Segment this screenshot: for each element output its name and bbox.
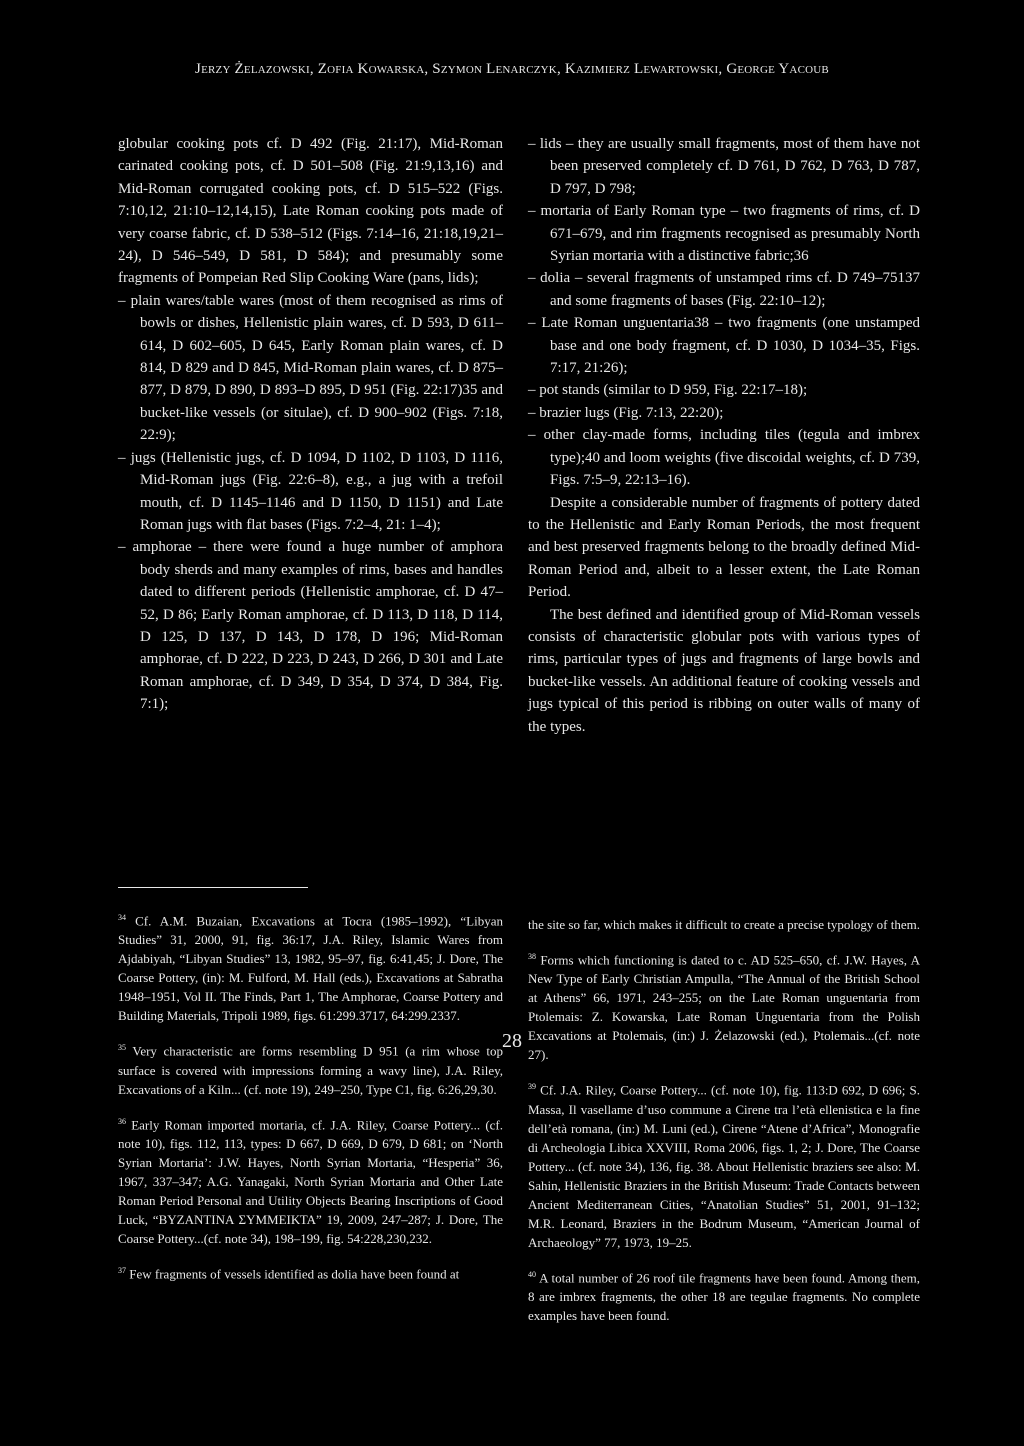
footnote-number: 38	[528, 952, 536, 961]
footnotes-right	[528, 915, 920, 1338]
footnote-text: Very characteristic are forms resembling D 951 (a rim whose top surface is covered with impressions forming a wavy line), J.A. Riley, Excavations of a Kiln... (cf. note 19), 249–250, Type C1, fig. 6:26,29,30.	[118, 1043, 504, 1097]
footnote-text: Early Roman imported mortaria, cf. J.A. Riley, Coarse Pottery... (cf. note 10), figs. 112, 113, types: D 667, D 669, D 679, D 681; on ‘North Syrian Mortaria’: J.W. Hayes, North Syrian Mortaria, “Hesperia” 36, 1967, 337–347; A.G. Yanagaki, North Syrian Mortaria and Other Late Roman Period Personal and Utility Objects Bearing Inscriptions of Good Luck, “BYZANTINA ΣΥΜΜΕΙΚΤΑ” 19, 2009, 247–287; J. Dore, The Coarse Pottery...(cf. note 34), 198–199, fig. 54:228,230,232.	[118, 1116, 504, 1246]
footnote	[528, 915, 920, 934]
footnote-text: Cf. A.M. Buzaian, Excavations at Tocra (1985–1992), “Libyan Studies” 31, 2000, 91, fig. 36:17, J.A. Riley, Islamic Wares from Ajdabiyah, “Libyan Studies” 13, 1982, 95–97, fig. 6:41,45; J. Dore, The Coarse Pottery, (in): M. Fulford, M. Hall (eds.), Excavations at Sabratha 1948–1951, Vol II. The Finds, Part 1, The Amphorae, Coarse Pottery and Building Materials, Tripoli 1989, figs. 61:299.3717, 64:299.2337.	[118, 913, 503, 1024]
footnote-number: 36	[118, 1116, 126, 1126]
footnote-rule	[118, 887, 308, 888]
bullet-item: – other clay-made forms, including tiles (tegula and imbrex type);40 and loom weights (five discoidal weights, cf. D 739, Figs. 7:5–9, 22:13–16).	[528, 427, 920, 489]
footnote-number: 40	[528, 1269, 536, 1279]
footnote-number: 34	[118, 913, 126, 922]
bullet-item: – Late Roman unguentaria38 – two fragments (one unstamped base and one body fragment, cf. D 1030, D 1034–35, Figs. 7:17, 21:26);	[528, 315, 920, 377]
left-column	[118, 133, 503, 716]
bullet-item: – brazier lugs (Fig. 7:13, 22:20);	[528, 404, 724, 421]
bullet-item: – mortaria of Early Roman type – two fragments of rims, cf. D 671–679, and rim fragments recognised as presumably North Syrian mortaria with a distinctive fabric;36	[528, 203, 920, 265]
paragraph: The best defined and identified group of Mid-Roman vessels consists of characteristic globular pots with various types of rims, particular types of jugs and fragments of large bowls and bucket-like vessels. An additional feature of cooking vessels and jugs typical of this period is ribbing on outer walls of many of the types.	[528, 606, 920, 735]
right-column	[528, 133, 920, 738]
footnote	[118, 1261, 503, 1283]
footnote	[528, 1265, 920, 1325]
footnote	[528, 1077, 920, 1251]
bullet-item: – pot stands (similar to D 959, Fig. 22:17–18);	[528, 382, 808, 399]
footnote-text: Forms which functioning is dated to c. AD 525–650, cf. J.W. Hayes, A New Type of Early Christian Ampulla, “The Annual of the British School at Athens” 66, 1971, 243–255; on the Late Roman unguentaria from Ptolemais: Z. Kowarska, Late Roman Unguentaria from the Polish Excavations at Ptolemais, (in:) J. Żelazowski (ed.), Ptolemais...(cf. note 27).	[528, 952, 921, 1063]
running-header: Jerzy Żelazowski, Zofia Kowarska, Szymon Lenarczyk, Kazimierz Lewartowski, George Yacoub	[195, 61, 829, 77]
footnote-number: 35	[118, 1043, 126, 1053]
footnote-text: Few fragments of vessels identified as dolia have been found at	[129, 1266, 460, 1282]
bullet-item: – lids – they are usually small fragments, most of them have not been preserved completely cf. D 761, D 762, D 763, D 787, D 797, D 798;	[528, 136, 920, 197]
bullet-item: – dolia – several fragments of unstamped rims cf. D 749–75137 and some fragments of bases (Fig. 22:10–12);	[528, 270, 920, 309]
footnote-text: the site so far, which makes it difficult to create a precise typology of them.	[528, 917, 921, 932]
footnote-number: 39	[528, 1082, 536, 1092]
paragraph: Despite a considerable number of fragments of pottery dated to the Hellenistic and Early Roman Periods, the most frequent and best preserved fragments belong to the broadly defined Mid-Roman Period and, albeit to a lesser extent, the Late Roman Period.	[528, 494, 920, 601]
bullet-item: – plain wares/table wares (most of them recognised as rims of bowls or dishes, Hellenistic plain wares, cf. D 593, D 611–614, D 602–605, D 645, Early Roman plain wares, cf. D 814, D 829 and D 845, Mid-Roman plain wares, cf. D 875–877, D 879, D 890, D 893–D 895, D 951 (Fig. 22:17)35 and bucket-like vessels (or situlae), cf. D 900–902 (Figs. 7:18, 22:9);	[118, 292, 503, 444]
footnotes-left	[118, 908, 503, 1296]
footnote	[118, 1112, 503, 1248]
footnote	[118, 908, 503, 1025]
footnote-text: A total number of 26 roof tile fragments have been found. Among them, 8 are imbrex fragments, the other 18 are tegulae fragments. No complete examples have been found.	[528, 1269, 920, 1323]
paragraph: globular cooking pots cf. D 492 (Fig. 21:17), Mid-Roman carinated cooking pots, cf. D 501–508 (Fig. 21:9,13,16) and Mid-Roman corrugated cooking pots, cf. D 515–522 (Figs. 7:10,12, 21:10–12,14,15), Late Roman cooking pots made of very coarse fabric, cf. D 538–512 (Figs. 7:14–16, 21:18,19,21–24), D 546–549, D 581, D 584); and presumably some fragments of Pompeian Red Slip Cooking Ware (pans, lids);	[118, 136, 503, 287]
page-number: 28	[502, 1030, 522, 1052]
footnote-number: 37	[118, 1265, 126, 1275]
bullet-item: – jugs (Hellenistic jugs, cf. D 1094, D 1102, D 1103, D 1116, Mid-Roman jugs (Fig. 22:6–8), e.g., a jug with a trefoil mouth, cf. D 1145–1146 and D 1150, D 1151) and Late Roman jugs with flat bases (Figs. 7:2–4, 21: 1–4);	[118, 449, 503, 533]
footnote-text: Cf. J.A. Riley, Coarse Pottery... (cf. note 10), fig. 113:D 692, D 696; S. Massa, Il vasellame d’uso commune a Cirene tra l’età ellenistica e la fine dell’età romana, (in:) M. Luni (ed.), Cirene “Atene d’Africa”, Monografie di Archeologia Libica XXVIII, Roma 2006, figs. 1, 2; J. Dore, The Coarse Pottery... (cf. note 34), 136, fig. 38. About Hellenistic braziers see also: M. Sahin, Hellenistic Braziers in the British Museum: Trade Contacts between Ancient Mediterranean Cities, “Anatolian Studies” 51, 2001, 91–132; M.R. Leonard, Braziers in the Bodrum Museum, “American Journal of Archaeology” 77, 1973, 19–25.	[528, 1082, 921, 1250]
bullet-item: – amphorae – there were found a huge number of amphora body sherds and many examples of rims, bases and handles dated to different periods (Hellenistic amphorae, cf. D 47–52, D 86; Early Roman amphorae, cf. D 113, D 118, D 114, D 125, D 137, D 143, D 178, D 196; Mid-Roman amphorae, cf. D 222, D 223, D 243, D 266, D 301 and Late Roman amphorae, cf. D 349, D 354, D 374, D 384, Fig. 7:1);	[118, 539, 503, 713]
